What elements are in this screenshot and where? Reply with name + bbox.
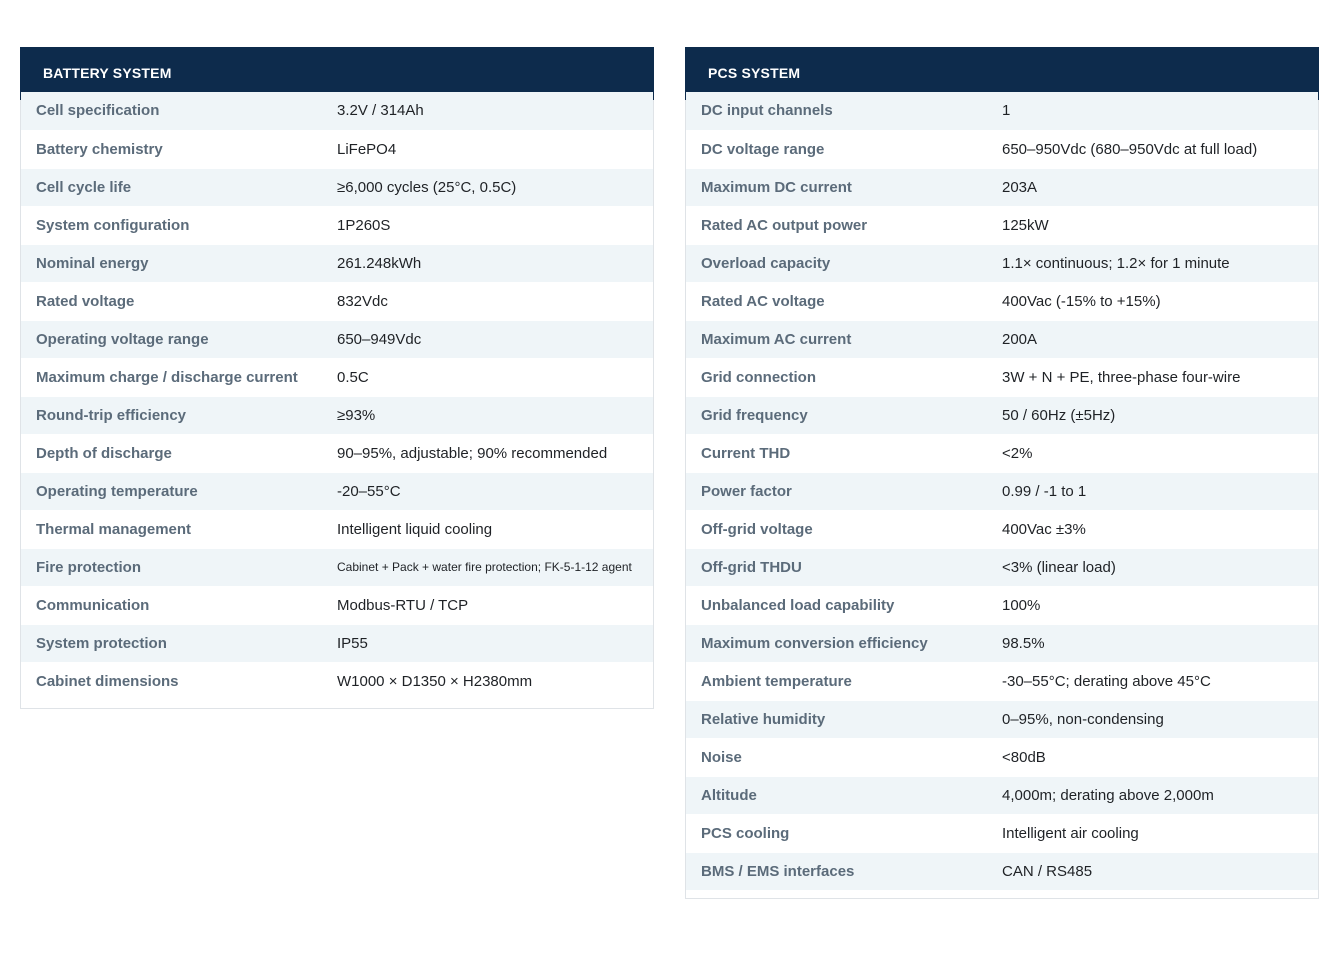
spec-label: Off-grid voltage bbox=[686, 510, 986, 548]
spec-label: Depth of discharge bbox=[21, 434, 321, 472]
spec-label: Off-grid THDU bbox=[686, 548, 986, 586]
spec-value: 1 bbox=[986, 92, 1318, 130]
spec-value: 650–949Vdc bbox=[321, 320, 653, 358]
spec-label: DC voltage range bbox=[686, 130, 986, 168]
spec-value: Modbus-RTU / TCP bbox=[321, 586, 653, 624]
spec-label: Noise bbox=[686, 738, 986, 776]
spec-value: 0–95%, non-condensing bbox=[986, 700, 1318, 738]
spec-value: 261.248kWh bbox=[321, 244, 653, 282]
spec-value: 1.1× continuous; 1.2× for 1 minute bbox=[986, 244, 1318, 282]
spec-label: Operating temperature bbox=[21, 472, 321, 510]
spec-value: 832Vdc bbox=[321, 282, 653, 320]
spec-value: 100% bbox=[986, 586, 1318, 624]
spec-value: <2% bbox=[986, 434, 1318, 472]
spec-label: Unbalanced load capability bbox=[686, 586, 986, 624]
spec-value: 0.99 / -1 to 1 bbox=[986, 472, 1318, 510]
spec-value: 98.5% bbox=[986, 624, 1318, 662]
spec-value: ≥93% bbox=[321, 396, 653, 434]
spec-value: 3.2V / 314Ah bbox=[321, 92, 653, 130]
pcs-spec-table bbox=[686, 100, 1318, 898]
spec-label: System protection bbox=[21, 624, 321, 662]
spec-label: Rated AC output power bbox=[686, 206, 986, 244]
spec-label: Rated voltage bbox=[21, 282, 321, 320]
spec-label: Altitude bbox=[686, 776, 986, 814]
spec-label: Cell cycle life bbox=[21, 168, 321, 206]
spec-value: -30–55°C; derating above 45°C bbox=[986, 662, 1318, 700]
spec-value: 400Vac ±3% bbox=[986, 510, 1318, 548]
spec-value: Intelligent air cooling bbox=[986, 814, 1318, 852]
spec-value: 90–95%, adjustable; 90% recommended bbox=[321, 434, 653, 472]
spec-value: 203A bbox=[986, 168, 1318, 206]
spec-label: Power factor bbox=[686, 472, 986, 510]
spec-label: BMS / EMS interfaces bbox=[686, 852, 986, 890]
pcs-system-title: PCS SYSTEM bbox=[685, 47, 1319, 100]
spec-value: LiFePO4 bbox=[321, 130, 653, 168]
spec-label: Nominal energy bbox=[21, 244, 321, 282]
spec-value: 3W + N + PE, three-phase four-wire bbox=[986, 358, 1318, 396]
spec-value: -20–55°C bbox=[321, 472, 653, 510]
spec-label: System configuration bbox=[21, 206, 321, 244]
spec-label: Fire protection bbox=[21, 548, 321, 586]
spec-label: PCS cooling bbox=[686, 814, 986, 852]
spec-label: Cabinet dimensions bbox=[21, 662, 321, 700]
spec-label: Operating voltage range bbox=[21, 320, 321, 358]
spec-value: 0.5C bbox=[321, 358, 653, 396]
spec-label: Maximum charge / discharge current bbox=[21, 358, 321, 396]
spec-label: Maximum DC current bbox=[686, 168, 986, 206]
spec-value: CAN / RS485 bbox=[986, 852, 1318, 890]
spec-label: Maximum AC current bbox=[686, 320, 986, 358]
spec-label: Battery chemistry bbox=[21, 130, 321, 168]
spec-label: Grid frequency bbox=[686, 396, 986, 434]
spec-label: Overload capacity bbox=[686, 244, 986, 282]
spec-value: W1000 × D1350 × H2380mm bbox=[321, 662, 653, 700]
spec-label: Current THD bbox=[686, 434, 986, 472]
battery-system-table bbox=[20, 47, 654, 709]
spec-value: <80dB bbox=[986, 738, 1318, 776]
spec-label: Rated AC voltage bbox=[686, 282, 986, 320]
battery-spec-table bbox=[21, 100, 653, 708]
spec-value: 400Vac (-15% to +15%) bbox=[986, 282, 1318, 320]
spec-value: ≥6,000 cycles (25°C, 0.5C) bbox=[321, 168, 653, 206]
spec-label: Maximum conversion efficiency bbox=[686, 624, 986, 662]
battery-system-title: BATTERY SYSTEM bbox=[20, 47, 654, 100]
spec-value: 125kW bbox=[986, 206, 1318, 244]
spec-label: Communication bbox=[21, 586, 321, 624]
table-row bbox=[21, 670, 653, 708]
table-row bbox=[686, 860, 1318, 898]
spec-value: Intelligent liquid cooling bbox=[321, 510, 653, 548]
spec-value: 4,000m; derating above 2,000m bbox=[986, 776, 1318, 814]
spec-label: Grid connection bbox=[686, 358, 986, 396]
spec-label: Ambient temperature bbox=[686, 662, 986, 700]
spec-value: <3% (linear load) bbox=[986, 548, 1318, 586]
spec-value: 200A bbox=[986, 320, 1318, 358]
spec-value: 50 / 60Hz (±5Hz) bbox=[986, 396, 1318, 434]
spec-label: DC input channels bbox=[686, 92, 986, 130]
spec-value: Cabinet + Pack + water fire protection; FK-5-1-12 agent bbox=[321, 548, 653, 586]
spec-value: 1P260S bbox=[321, 206, 653, 244]
spec-label: Thermal management bbox=[21, 510, 321, 548]
pcs-system-table bbox=[685, 47, 1319, 899]
spec-label: Relative humidity bbox=[686, 700, 986, 738]
spec-label: Round-trip efficiency bbox=[21, 396, 321, 434]
spec-value: IP55 bbox=[321, 624, 653, 662]
spec-value: 650–950Vdc (680–950Vdc at full load) bbox=[986, 130, 1318, 168]
spec-label: Cell specification bbox=[21, 92, 321, 130]
